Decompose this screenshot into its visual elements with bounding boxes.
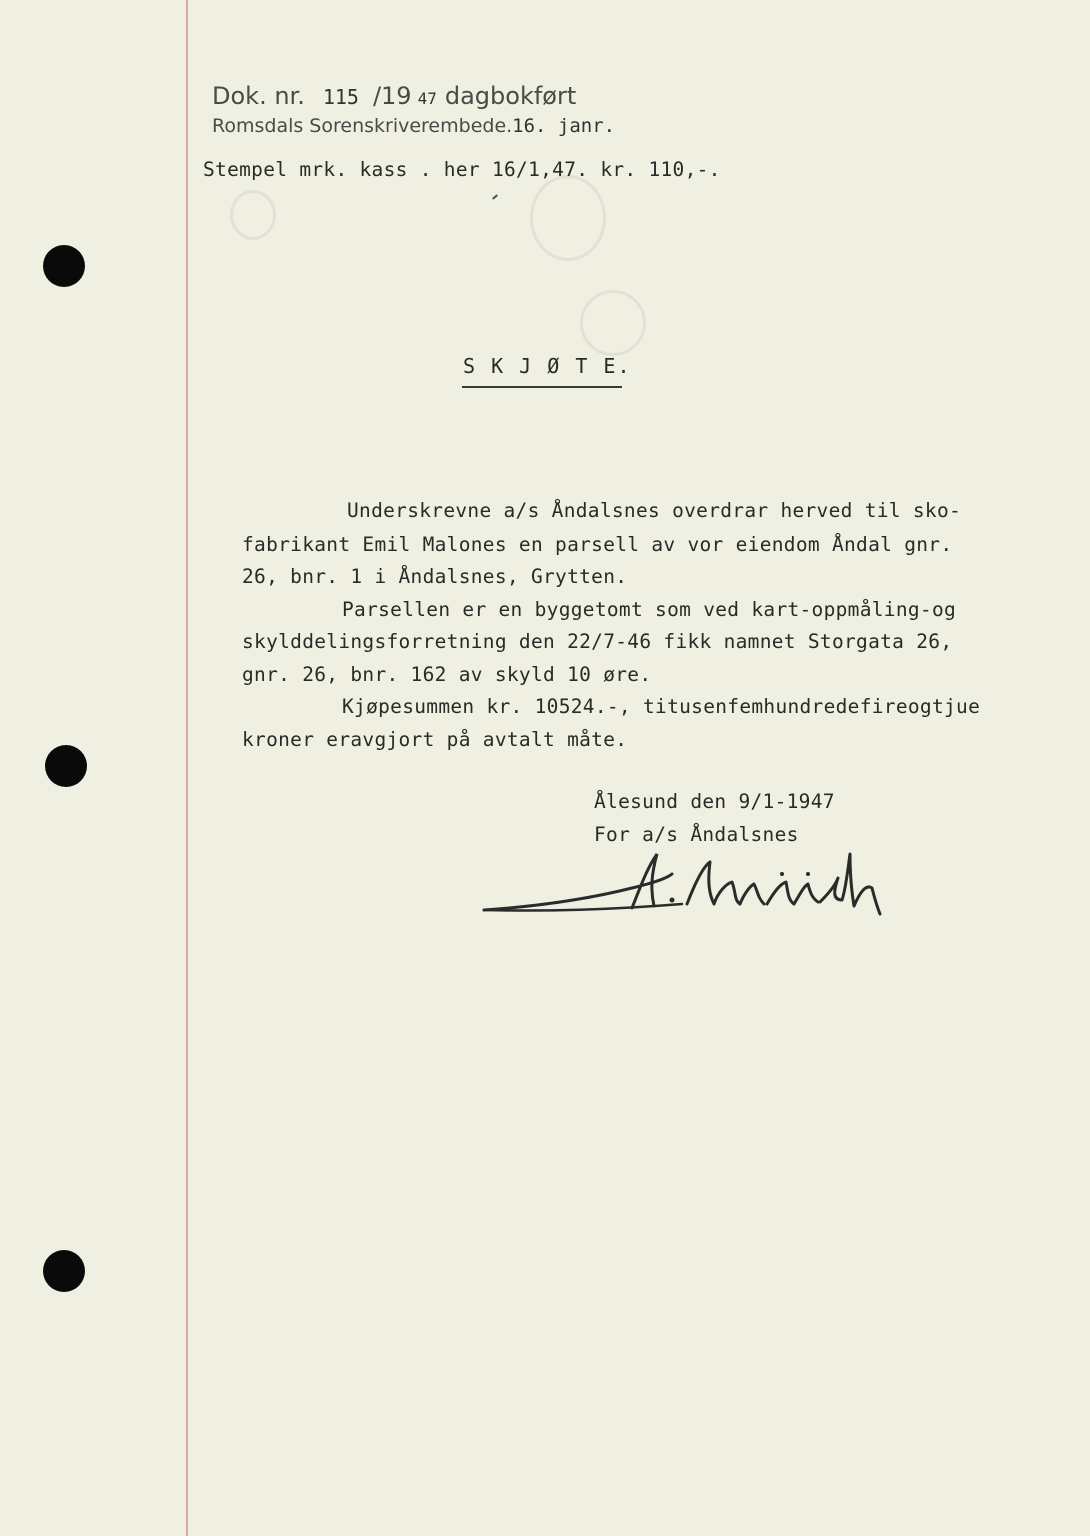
- document-title: S K J Ø T E.: [463, 354, 632, 378]
- body-line: kroner eravgjort på avtalt måte.: [242, 728, 628, 751]
- stamp-date: 16. janr.: [512, 115, 616, 137]
- body-line: 26, bnr. 1 i Åndalsnes, Grytten.: [242, 565, 628, 588]
- margin-rule: [186, 0, 188, 1536]
- binder-hole: [45, 745, 87, 787]
- title-underline: [462, 386, 622, 388]
- registration-stamp-heading: [212, 84, 576, 108]
- binder-hole: [43, 245, 85, 287]
- handwritten-signature: [482, 848, 884, 918]
- body-line: gnr. 26, bnr. 162 av skyld 10 øre.: [242, 663, 652, 686]
- body-line: fabrikant Emil Malones en parsell av vor eiendom Åndal gnr.: [242, 533, 953, 556]
- stamp-year-suffix: 47: [417, 89, 437, 108]
- body-line: Underskrevne a/s Åndalsnes overdrar herved til sko-: [347, 499, 962, 522]
- bleed-through-mark: [530, 175, 606, 261]
- place-and-date: Ålesund den 9/1-1947: [594, 790, 835, 813]
- stamp-label-dok: Dok. nr.: [212, 82, 305, 110]
- body-line: Parsellen er en byggetomt som ved kart-oppmåling-og: [342, 598, 957, 621]
- stamp-fee-line: Stempel mrk. kass . her 16/1,47. kr. 110,-.: [203, 158, 721, 181]
- body-line: skylddelingsforretning den 22/7-46 fikk namnet Storgata 26,: [242, 630, 953, 653]
- registration-stamp-office: [212, 117, 615, 136]
- stamp-office: Romsdals Sorenskriverembede.: [212, 115, 513, 137]
- binder-hole: [43, 1250, 85, 1292]
- bleed-through-mark: [580, 290, 646, 356]
- pen-tick-mark: [492, 194, 498, 199]
- signatory-line: For a/s Åndalsnes: [594, 823, 799, 846]
- bleed-through-mark: [230, 190, 276, 240]
- stamp-label-dagbokfort: dagbokført: [444, 82, 577, 110]
- doc-number: 115: [322, 85, 359, 109]
- stamp-year-prefix: /19: [372, 82, 412, 110]
- body-line: Kjøpesummen kr. 10524.-, titusenfemhundredefireogtjue: [342, 695, 981, 718]
